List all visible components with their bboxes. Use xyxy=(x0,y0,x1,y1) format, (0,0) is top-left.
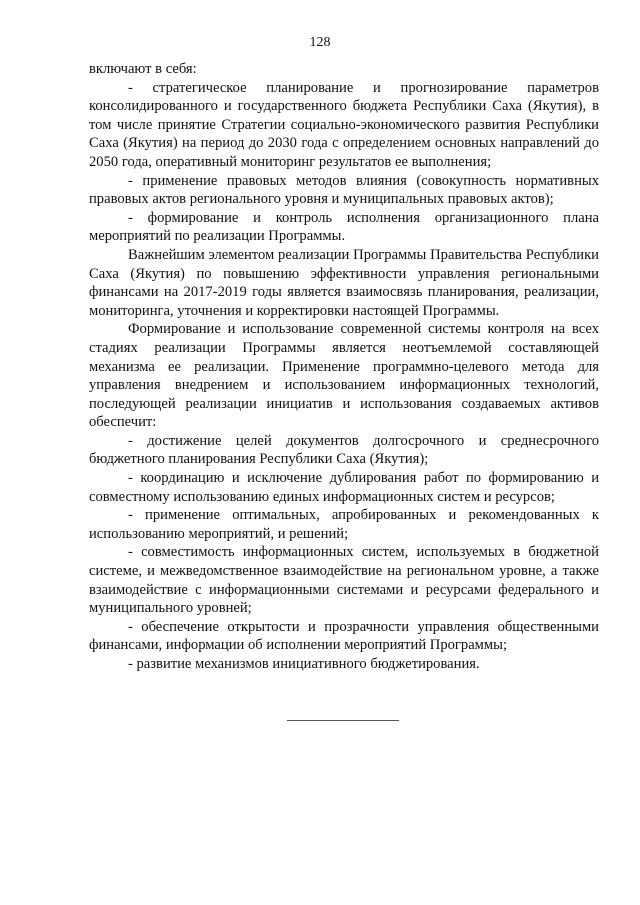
intro-line: включают в себя: xyxy=(89,61,197,77)
list-item-compatibility: - совместимость информационных систем, используемых в бюджетной системе, и межведомственное взаимодействие на региональном уровне, а также взаимодействие с информационными системами и ресурсами федерального и муниципального уровней; xyxy=(89,544,599,617)
list-item-strategic-planning: - стратегическое планирование и прогнозирование параметров консолидированного и государственного бюджета Республики Саха (Якутия), в том числе принятие Стратегии социально-экономического развития Республики Саха (Якутия) на период до 2030 года с определением основных направлений до 2050 года, оперативный мониторинг результатов ее выполнения; xyxy=(89,79,599,170)
list-item-optimal-measures: - применение оптимальных, апробированных и рекомендованных к использованию мероприятий, и решений; xyxy=(89,507,599,542)
list-item-goals-achievement: - достижение целей документов долгосрочного и среднесрочного бюджетного планирования Республики Саха (Якутия); xyxy=(89,432,599,468)
end-divider xyxy=(287,720,399,721)
list-item-organizational-plan: - формирование и контроль исполнения организационного плана мероприятий по реализации Программы. xyxy=(89,209,599,245)
list-item-initiative-budgeting: - развитие механизмов инициативного бюджетирования. xyxy=(128,656,480,672)
paragraph-key-element: Важнейшим элементом реализации Программы Правительства Республики Саха (Якутия) по повышению эффективности управления региональными финансами на 2017-2019 годы является взаимосвязь планирования, реализации, мониторинга, уточнения и корректировки настоящей Программы. xyxy=(89,246,599,319)
list-item-legal-methods: - применение правовых методов влияния (совокупность нормативных правовых актов регионального уровня и муниципальных правовых актов); xyxy=(89,172,599,208)
list-item-coordination: - координацию и исключение дублирования работ по формированию и совместному использованию единых информационных систем и ресурсов; xyxy=(89,470,599,505)
page-number: 128 xyxy=(309,35,331,50)
document-body xyxy=(89,60,599,674)
paragraph-control-system: Формирование и использование современной системы контроля на всех стадиях реализации Программы является неотъемлемой составляющей механизма ее реализации. Применение программно-целевого метода для управления внедрением и использованием информационных технологий, последующей реализации инициатив и использования создаваемых активов обеспечит: xyxy=(89,321,599,431)
list-item-transparency: - обеспечение открытости и прозрачности управления общественными финансами, информации об исполнении мероприятий Программы; xyxy=(89,618,599,654)
